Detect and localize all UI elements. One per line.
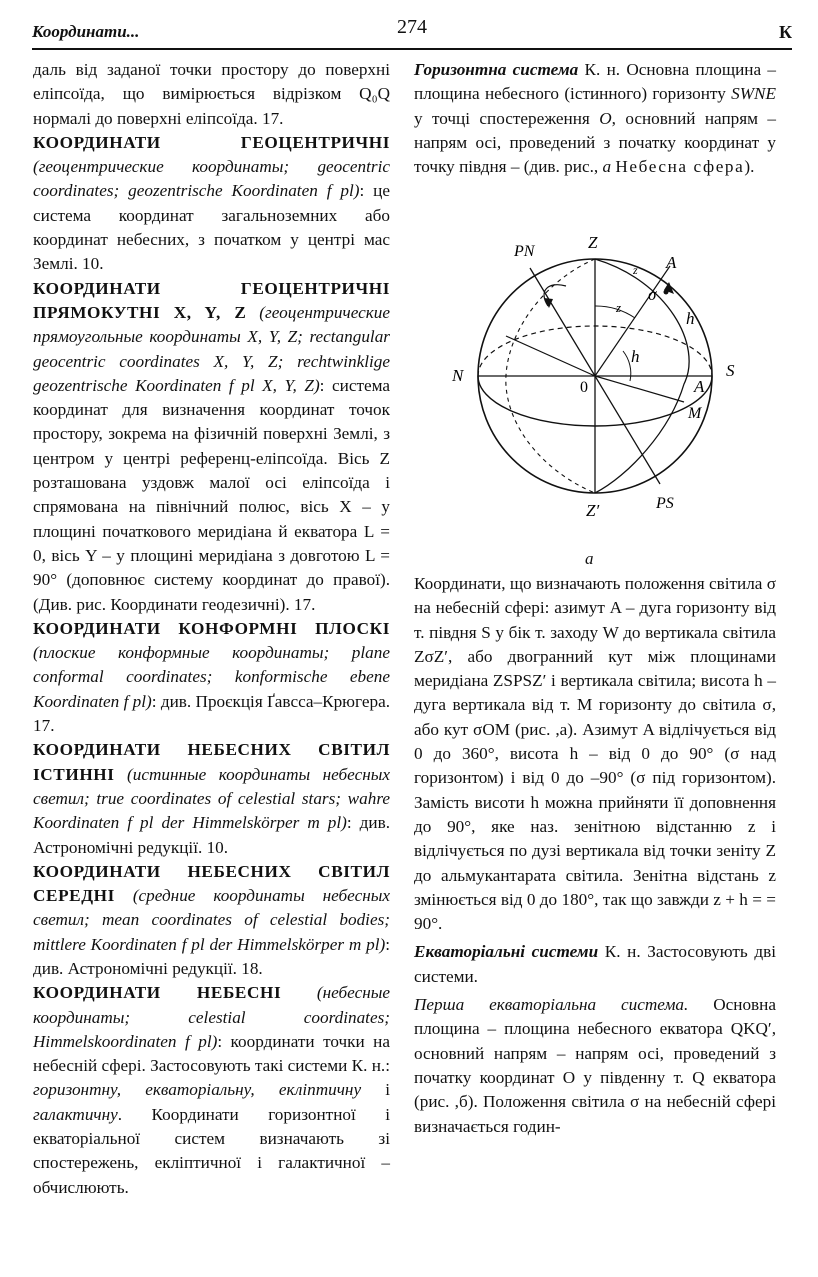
- o-point: O: [599, 108, 612, 128]
- entry-term: КООРДИНАТИ КОНФОРМНІ ПЛОСКІ: [33, 618, 390, 638]
- label-zenith: Z: [588, 233, 598, 252]
- text: К. н. Застосовують дві системи.: [414, 942, 777, 986]
- conjunction: і: [361, 1080, 390, 1100]
- entry-term: КООРДИНАТИ ГЕОЦЕНТРИЧНІ: [33, 132, 390, 152]
- entry-definition: : див. Астрономічні редукції. 18.: [33, 934, 390, 978]
- entry-translations: (геоцентрические координаты; geocentric coordinates; geozentrische Koordinaten f pl): [33, 157, 390, 201]
- entry-term: КООРДИНАТИ НЕБЕСНІ: [33, 983, 282, 1003]
- entry-definition: : див. Астрономічні редукції. 10.: [33, 813, 390, 857]
- entry-celestial-true: [33, 738, 390, 859]
- entry-translations: (геоцентрические прямоугольные координаты X, Y, Z; rectangular geocentric coordinates X, Y, Z; rechtwinklige geozentrische Koordinaten f pl X, Y, Z): [33, 302, 390, 395]
- text: у точці спостереження: [414, 108, 600, 128]
- entry-definition: : див. Проєкція Ґавсса–Крюгера. 17.: [33, 691, 390, 736]
- subheading: Екваторіальні системи: [414, 942, 599, 962]
- line-to-n: [506, 336, 595, 376]
- entry-translations: (плоские конформные координаты; plane conformal coordinates; konformische ebene Koordinaten f pl): [33, 643, 390, 711]
- equatorial-paragraph: [414, 940, 776, 989]
- label-pole-s: PS: [656, 495, 674, 512]
- subheading: Горизонтна система: [414, 60, 579, 79]
- text: Основна площина – площина небесного екватора QKQ′, основний напрям – напрям осі, проведений з початку координат O у південну т. Q екватора (рис. ,б). Положення світила σ на небесній сфері визначається годин-: [414, 995, 776, 1136]
- entry-term: КООРДИНАТИ НЕБЕСНИХ СВІТИЛ СЕРЕДНІ: [33, 861, 390, 906]
- section-letter: К: [778, 22, 792, 42]
- galactic-system: галактичну: [33, 1104, 118, 1124]
- running-head: Координати...: [32, 22, 140, 41]
- entry-definition: : система координат для визначення координат точок простору, зокрема на фізичній поверхні Землі, з центром у центрі референц-еліпсоїда. Вісь Z розташована уздовж малої осі еліпсоїда і спрямована на північний полюс, вісь X – у площині початкового меридіана й екватора L = 0, вісь Y – у площині меридіана з довготою L = 90° (доповнює систему координат до правої). (Див. рис. Координати геодезичні). 17.: [33, 375, 390, 614]
- label-south: S: [726, 361, 735, 380]
- entry-celestial: [33, 981, 390, 1200]
- angle-z-arc: [595, 306, 635, 318]
- label-nadir: Z′: [586, 501, 600, 520]
- label-a-top: A: [666, 253, 677, 272]
- label-a-right: A: [694, 377, 705, 396]
- swne: SWNE: [731, 84, 776, 104]
- label-origin: 0: [580, 379, 588, 396]
- text: К. н. Основна площина – площина небесного (істинного) горизонту: [414, 60, 776, 104]
- entry-translations: (небесные координаты; celestial coordinates; Himmelskoordinaten f pl): [33, 983, 390, 1051]
- entry-term: КООРДИНАТИ ГЕОЦЕНТРИЧНІ ПРЯМОКУТНІ X, Y, Z: [33, 278, 390, 322]
- entry-geocentric: [33, 131, 390, 277]
- entry-term: КООРДИНАТИ НЕБЕСНИХ СВІТИЛ ІСТИННІ: [33, 740, 390, 784]
- fig-ref-letter: a: [602, 157, 612, 177]
- label-sigma: σ: [648, 285, 657, 304]
- label-north: N: [452, 366, 464, 385]
- text: ).: [744, 157, 755, 177]
- subheading: Перша екваторіальна система.: [414, 995, 689, 1015]
- text: , основний напрям – напрям осі, проведений з початку координат у точку півдня – (див. рис.,: [414, 108, 777, 177]
- entry-translations: (истинные координаты небесных светил; true coordinates of celestial stars; wahre Koordinaten f pl der Himmelskörper m pl): [33, 764, 390, 833]
- entry-definition: : координати точки на небесній сфері. Застосовують такі системи К. н.:: [33, 1031, 390, 1076]
- coordinates-paragraph: Координати, що визначають положення світила σ на небесній сфері: азимут A – дуга горизонту від т. півдня S у бік т. заходу W до вертикала світила ZσZ′, або двогранний кут між площинами меридіана ZSPSZ′ і вертикала світила; висота h – дуга вертикала від т. M горизонту до світила σ, або кут σOM (рис. ,а). Азимут A відлічується від 0 до 360°, висота h – від 0 до 90° (σ над горизонтом) і від 0 до –90° (σ під горизонтом). Замість висоти h можна прийняти її доповнення до 90°, яке наз. зенітною відстанню z і відлічується по дузі вертикала від точки зеніту Z до альмукантарата світила. Зенітна відстань z змінюється від 0 до 180°, так що завжди z + h = = 90°.: [414, 574, 776, 934]
- entry-definition-end: . Координати горизонтної і екваторіальної систем визначають зі спостережень, екліптичної і галактичної – обчислюють.: [33, 1104, 390, 1197]
- label-h-upper: h: [686, 309, 695, 328]
- label-pole-n: PN: [514, 243, 535, 260]
- label-z-inner: z: [616, 300, 622, 315]
- first-equatorial-paragraph: [414, 993, 776, 1139]
- cross-reference: Небесна сфера: [615, 157, 745, 177]
- entry-celestial-mean: [33, 860, 390, 981]
- paragraph-continuation: даль від заданої точки простору до поверхні еліпсоїда, що вимірюється відрізком Q₀Q нормалі до поверхні еліпсоїда. 17.: [33, 60, 390, 128]
- horizontal-system-paragraph: [414, 58, 776, 179]
- label-m: M: [688, 405, 702, 422]
- page-header: [32, 14, 792, 50]
- right-column-bottom: [414, 572, 776, 1139]
- left-column: [33, 58, 390, 1200]
- systems-list: горизонтну, екваторіальну, екліптичну: [33, 1080, 362, 1100]
- label-h-lower: h: [631, 347, 640, 366]
- page-number: 274: [397, 16, 427, 38]
- figure-caption: а: [585, 549, 594, 568]
- right-column-top: [414, 58, 776, 179]
- entry-translations: (средние координаты небесных светил; mean coordinates of celestial bodies; mittlere Koordinaten f pl der Himmelskörper m pl): [33, 886, 391, 954]
- celestial-sphere-figure: [448, 226, 748, 526]
- entry-conformal: [33, 617, 390, 738]
- entry-geocentric-rect: [33, 277, 390, 617]
- label-z-small: z: [633, 263, 638, 277]
- entry-definition: : це система координат загальноземних або координат небесних, з початком у центрі мас Землі. 10.: [33, 181, 390, 274]
